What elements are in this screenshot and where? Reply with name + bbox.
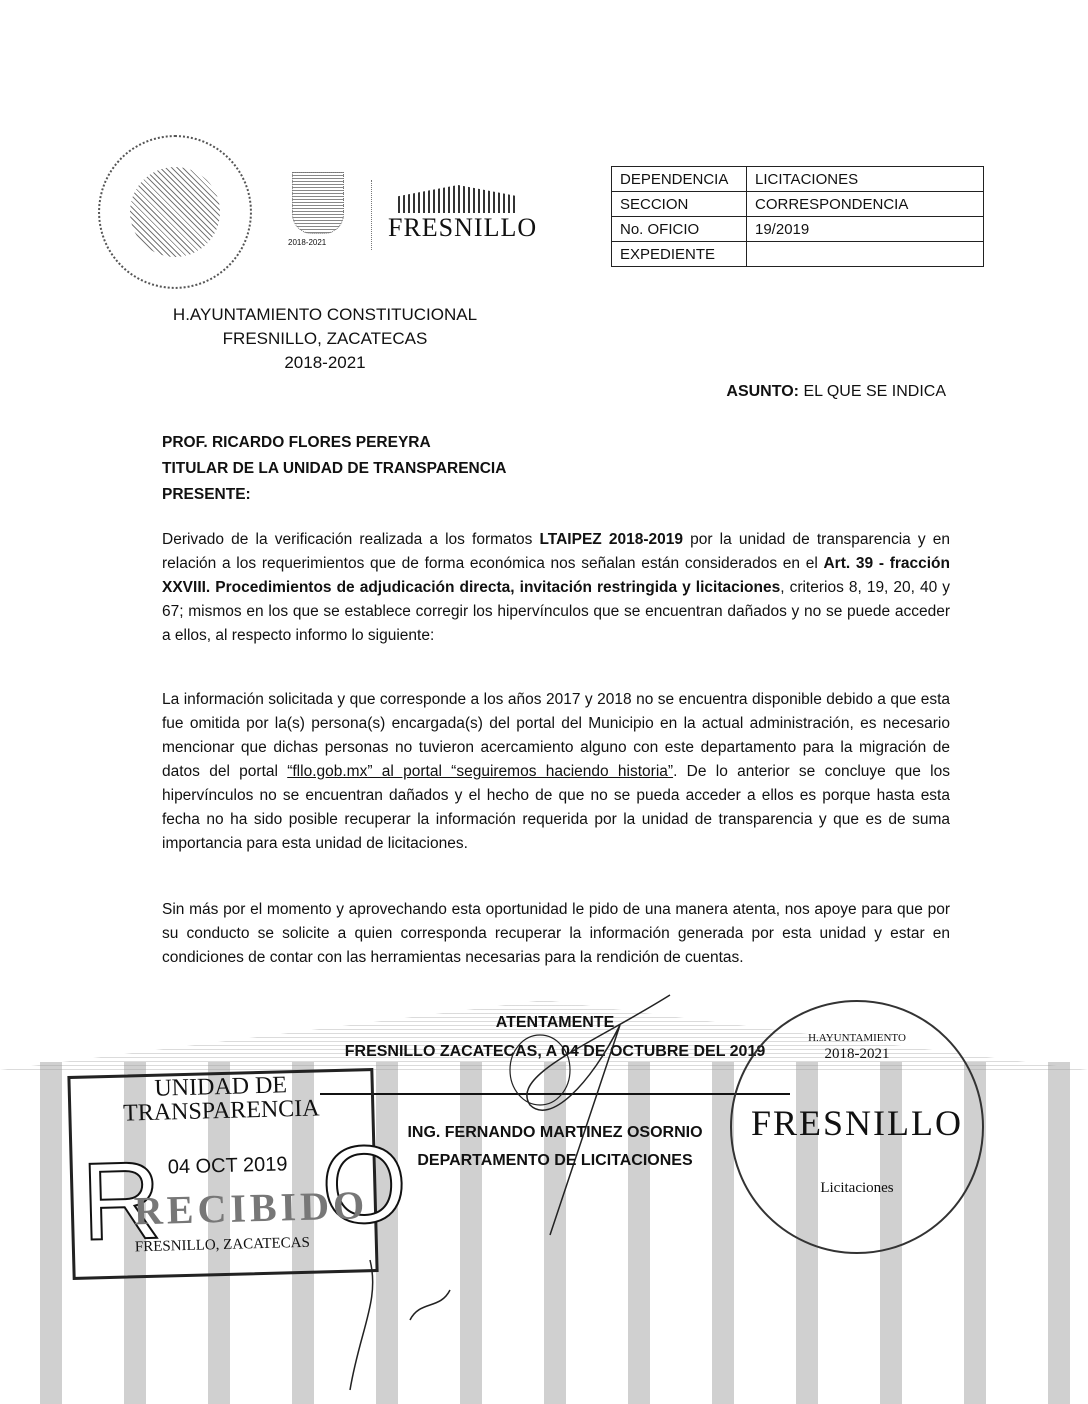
stamp-top: H.AYUNTAMIENTO [808, 1032, 906, 1044]
shield-years: 2018-2021 [288, 238, 327, 247]
value: 19/2019 [747, 217, 984, 242]
addressee-title: TITULAR DE LA UNIDAD DE TRANSPARENCIA [162, 460, 507, 477]
fresnillo-logo [388, 185, 538, 243]
signer-name: ING. FERNANDO MARTINEZ OSORNIO [407, 1124, 703, 1141]
label: No. OFICIO [612, 217, 747, 242]
institution-header [160, 303, 490, 375]
body-paragraph-1: Derivado de la verificación realizada a los formatos LTAIPEZ 2018-2019 por la unidad de transparencia y en relación a los requerimientos que de forma económica nos señalan están considerados en el Art. 39 - fracción XXVIII. Procedimientos de adjudicación directa, invitación restringida y licitaciones, criterios 8, 19, 20, 40 y 67; mismos en los que se establece corregir los hipervínculos que se encuentran dañados y no se puede acceder a ellos, al respecto informo lo siguiente: [162, 531, 950, 644]
stamp-name: FRESNILLO [750, 1103, 963, 1143]
mexico-coat-of-arms-seal [98, 135, 252, 289]
received-stamp [67, 1068, 409, 1280]
addressee [162, 430, 506, 508]
handwritten-signature [470, 985, 700, 1245]
table-row [612, 167, 984, 192]
body-paragraph-3: Sin más por el momento y aprovechando esta oportunidad le pido de una manera atenta, nos apoye para que por su conducto se solicite a quien corresponda recuperar la información generada por esta unidad y estar en condiciones de contar con las herramientas necesarias para la rendición de cuentas. [162, 901, 950, 966]
table-row [612, 217, 984, 242]
reference-table [611, 166, 984, 267]
received-initials-signature [340, 1240, 460, 1400]
institution-line: 2018-2021 [284, 353, 366, 372]
fresnillo-logo-text: FRESNILLO [388, 213, 538, 242]
signer-department: DEPARTAMENTO DE LICITACIONES [417, 1152, 693, 1169]
received-stamp-date: 04 OCT 2019 [167, 1153, 288, 1179]
received-stamp-letter: O [319, 1122, 409, 1248]
closing: ATENTAMENTE [495, 1014, 615, 1031]
received-stamp-letter: R [80, 1138, 163, 1264]
received-stamp-word: RECIBIDO [133, 1182, 369, 1234]
institution-line: H.AYUNTAMIENTO CONSTITUCIONAL [172, 305, 478, 324]
zacatecas-shield-logo [292, 172, 344, 234]
stamp-years: 2018-2021 [824, 1046, 890, 1062]
label: SECCION [612, 192, 747, 217]
value: LICITACIONES [747, 167, 984, 192]
place-date: FRESNILLO ZACATECAS, A 04 DE OCTUBRE DEL 2019 [344, 1043, 766, 1060]
department-stamp [730, 1000, 984, 1254]
body-paragraph-2: La información solicitada y que corresponde a los años 2017 y 2018 no se encuentra disponible debido a que esta fue omitida por la(s) persona(s) encargada(s) del portal del Municipio en la actual administración, es necesario mencionar que dichas personas no tuvieron acercamiento alguno con este departamento para la migración de datos del portal “fllo.gob.mx” al portal “seguiremos haciendo historia”. De lo anterior se concluye que los hipervínculos no se encuentran dañados y el hecho de que no se pueda acceder a ellos es porque hasta esta fecha no ha sido posible recuperar la información requerida por la unidad de transparencia y que es de suma importancia para esta unidad de licitaciones. [162, 691, 950, 852]
addressee-salutation: PRESENTE: [162, 486, 251, 503]
label: EXPEDIENTE [612, 242, 747, 267]
subject-line [600, 383, 946, 401]
value: CORRESPONDENCIA [747, 192, 984, 217]
table-row [612, 192, 984, 217]
subject-label: ASUNTO: [726, 383, 799, 400]
label: DEPENDENCIA [612, 167, 747, 192]
logo-divider [371, 180, 372, 250]
subject-value: EL QUE SE INDICA [803, 383, 946, 400]
received-stamp-location: FRESNILLO, ZACATECAS [134, 1234, 311, 1256]
institution-line: FRESNILLO, ZACATECAS [222, 329, 428, 348]
stamp-unit: Licitaciones [820, 1180, 894, 1196]
table-row [612, 242, 984, 267]
value [747, 242, 984, 267]
received-stamp-title: UNIDAD DE TRANSPARENCIA [122, 1072, 320, 1127]
addressee-name: PROF. RICARDO FLORES PEREYRA [162, 434, 431, 451]
